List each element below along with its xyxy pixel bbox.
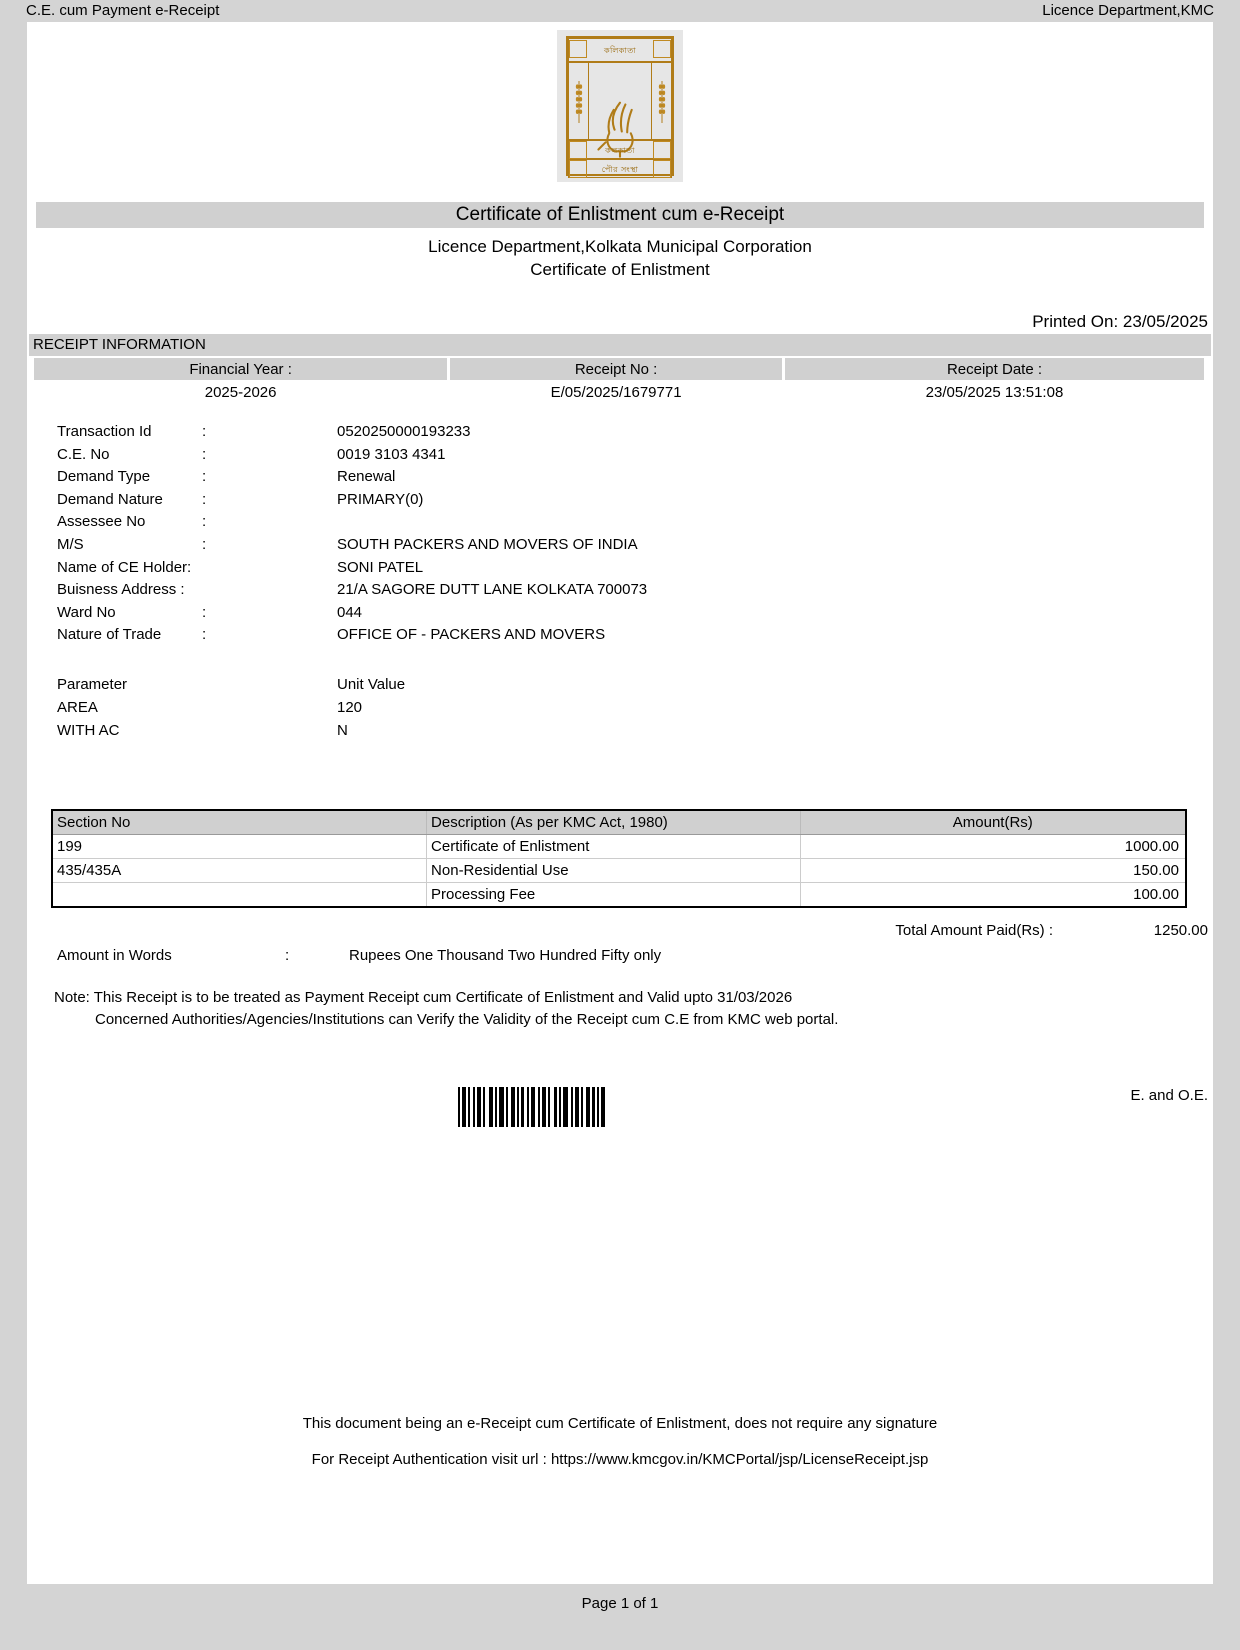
detail-row-demand-type xyxy=(57,468,1197,491)
detail-value: SONI PATEL xyxy=(337,558,424,576)
receipt-date-value: 23/05/2025 13:51:08 xyxy=(785,380,1204,404)
charge-amount: 150.00 xyxy=(800,859,1185,883)
section-no-header: Section No xyxy=(53,811,427,835)
detail-row-ce-holder xyxy=(57,559,1197,582)
description-header: Description (As per KMC Act, 1980) xyxy=(427,811,801,835)
charge-amount: 1000.00 xyxy=(800,835,1185,859)
emblem-corner-ornament xyxy=(653,40,671,58)
detail-label: Demand Nature xyxy=(57,490,163,508)
document-subtitle-certificate: Certificate of Enlistment xyxy=(530,260,710,279)
detail-colon: : xyxy=(202,513,207,531)
detail-colon: : xyxy=(202,423,207,440)
detail-colon: : xyxy=(202,535,207,553)
table-row xyxy=(53,883,1185,907)
page-number-label: Page 1 of 1 xyxy=(581,1595,659,1612)
total-amount-paid-label: Total Amount Paid(Rs) : xyxy=(895,922,1053,939)
detail-colon: : xyxy=(202,603,207,621)
detail-value: 0520250000193233 xyxy=(337,423,471,440)
detail-label: C.E. No xyxy=(57,445,110,463)
amount-in-words-value: Rupees One Thousand Two Hundred Fifty only xyxy=(349,947,662,964)
detail-label: Ward No xyxy=(57,603,116,621)
charges-table-wrapper xyxy=(51,809,1187,908)
parameter-value: N xyxy=(337,722,348,739)
detail-row-ward-no xyxy=(57,604,1197,627)
amount-header: Amount(Rs) xyxy=(800,811,1185,835)
errors-and-omissions-label: E. and O.E. xyxy=(1130,1087,1208,1104)
detail-value: 0019 3103 4341 xyxy=(337,445,446,463)
parameter-row-area xyxy=(57,699,957,722)
no-signature-notice: This document being an e-Receipt cum Certificate of Enlistment, does not require any signature xyxy=(302,1415,938,1432)
amount-in-words-label: Amount in Words xyxy=(57,947,172,964)
details-block xyxy=(57,423,1197,649)
detail-label: Nature of Trade xyxy=(57,626,162,644)
parameter-name: WITH AC xyxy=(57,722,120,739)
detail-value: SOUTH PACKERS AND MOVERS OF INDIA xyxy=(337,535,638,553)
detail-value: OFFICE OF - PACKERS AND MOVERS xyxy=(337,626,606,644)
print-footer-bar xyxy=(0,1584,1240,1624)
table-row xyxy=(53,859,1185,883)
detail-colon: : xyxy=(202,468,207,486)
charges-table xyxy=(53,811,1185,906)
table-row xyxy=(34,380,1204,404)
detail-value: 044 xyxy=(337,603,363,621)
table-header-row xyxy=(53,811,1185,835)
charge-amount: 100.00 xyxy=(800,883,1185,907)
print-header-bar xyxy=(0,0,1240,22)
emblem-top-text: কলিকাতা xyxy=(603,46,637,55)
print-header-right-title: Licence Department,KMC xyxy=(1042,2,1214,19)
total-amount-paid-value: 1250.00 xyxy=(1153,922,1208,939)
document-subtitle-department: Licence Department,Kolkata Municipal Corporation xyxy=(428,237,812,256)
amount-in-words-colon: : xyxy=(285,947,290,964)
document-title: Certificate of Enlistment cum e-Receipt xyxy=(36,202,1204,228)
receipt-information-table xyxy=(31,358,1207,404)
unit-value-header-label: Unit Value xyxy=(337,676,406,693)
parameter-name: AREA xyxy=(57,699,98,716)
authentication-url-notice: For Receipt Authentication visit url : https://www.kmcgov.in/KMCPortal/jsp/LicenseReceipt.jsp xyxy=(311,1451,929,1468)
detail-label: Transaction Id xyxy=(57,423,152,440)
charge-description: Processing Fee xyxy=(427,883,801,907)
detail-row-demand-nature xyxy=(57,491,1197,514)
detail-colon: : xyxy=(202,445,207,463)
printed-on-label: Printed On: 23/05/2025 xyxy=(1032,312,1208,331)
detail-label: Assessee No xyxy=(57,513,146,531)
wheat-icon xyxy=(658,75,665,129)
detail-value: 21/A SAGORE DUTT LANE KOLKATA 700073 xyxy=(337,581,648,599)
emblem-corner-ornament xyxy=(653,160,671,178)
emblem-corner-ornament xyxy=(569,141,587,159)
detail-label: M/S xyxy=(57,535,84,553)
detail-colon: : xyxy=(202,626,207,644)
detail-value: PRIMARY(0) xyxy=(337,490,424,508)
detail-row-business-address xyxy=(57,581,1197,604)
emblem-corner-ornament xyxy=(653,141,671,159)
detail-label: Name of CE Holder: xyxy=(57,558,192,576)
detail-row-nature-of-trade xyxy=(57,626,1197,649)
emblem-container xyxy=(27,30,1213,187)
charge-description: Certificate of Enlistment xyxy=(427,835,801,859)
emblem-border xyxy=(566,36,674,176)
note-line-1: Note: This Receipt is to be treated as Payment Receipt cum Certificate of Enlistment and Valid upto 31/03/2026 xyxy=(54,989,793,1006)
parameter-row-with-ac xyxy=(57,722,957,745)
table-header-row xyxy=(34,358,1204,380)
detail-label: Demand Type xyxy=(57,468,151,486)
parameter-header-label: Parameter xyxy=(57,676,128,693)
table-row xyxy=(53,835,1185,859)
receipt-date-header: Receipt Date : xyxy=(785,358,1204,380)
receipt-sheet xyxy=(27,22,1213,1584)
receipt-barcode xyxy=(458,1087,620,1127)
parameters-header-row xyxy=(57,676,957,699)
financial-year-value: 2025-2026 xyxy=(34,380,447,404)
charge-section: 435/435A xyxy=(53,859,427,883)
emblem-bottom-text-2: পৌর সংস্থা xyxy=(601,165,639,174)
kmc-emblem-icon xyxy=(557,30,683,182)
financial-year-header: Financial Year : xyxy=(34,358,447,380)
parameters-block xyxy=(57,676,957,745)
detail-colon: : xyxy=(202,490,207,508)
charge-description: Non-Residential Use xyxy=(427,859,801,883)
charge-section: 199 xyxy=(53,835,427,859)
emblem-corner-ornament xyxy=(569,40,587,58)
receipt-no-value: E/05/2025/1679771 xyxy=(450,380,782,404)
print-header-left-title: C.E. cum Payment e-Receipt xyxy=(26,2,220,19)
receipt-no-header: Receipt No : xyxy=(450,358,782,380)
emblem-bottom-text-1: কলকাতা xyxy=(605,146,635,155)
detail-label: Buisness Address : xyxy=(57,581,185,599)
emblem-right-column xyxy=(651,62,672,140)
charge-section xyxy=(53,883,427,907)
detail-row-assessee-no xyxy=(57,513,1197,536)
detail-row-ce-no xyxy=(57,446,1197,469)
emblem-corner-ornament xyxy=(569,160,587,178)
note-line-2: Concerned Authorities/Agencies/Institutions can Verify the Validity of the Receipt cum C.E from KMC web portal. xyxy=(95,1011,839,1028)
detail-row-ms xyxy=(57,536,1197,559)
parameter-value: 120 xyxy=(337,699,363,716)
receipt-information-heading: RECEIPT INFORMATION xyxy=(29,334,1211,356)
detail-value: Renewal xyxy=(337,468,396,486)
detail-row-transaction-id xyxy=(57,423,1197,446)
